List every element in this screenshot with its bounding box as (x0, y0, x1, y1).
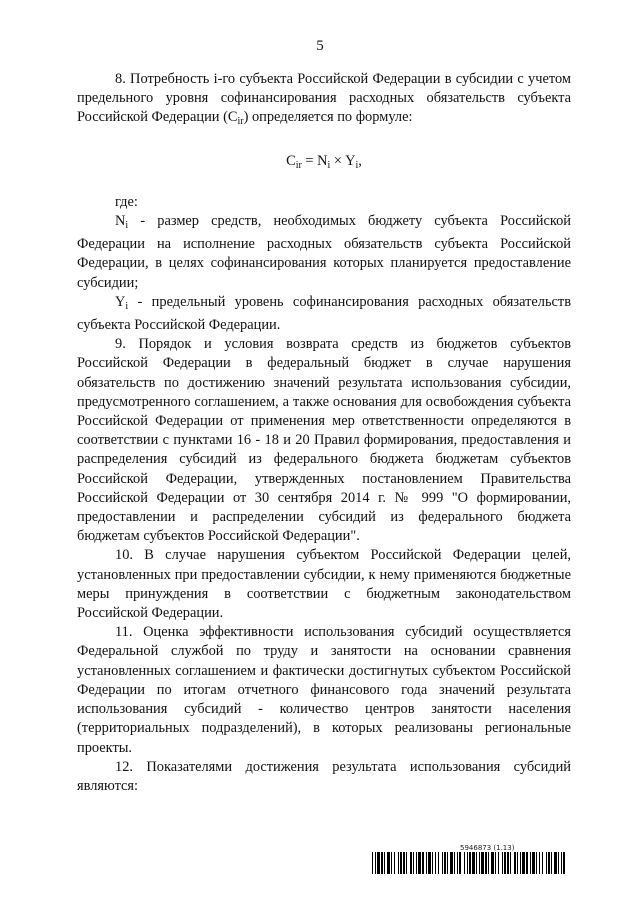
formula-n-sub: i (327, 159, 331, 171)
yi-text: - предельный уровень софинансирования расходных обязательств субъекта Российской Федерации. (77, 293, 571, 334)
paragraph-8-subscript: ir (237, 116, 244, 128)
paragraph-8-end: ) определяется по формуле: (243, 109, 413, 126)
formula-lhs: C (286, 152, 296, 169)
formula-end: , (358, 152, 362, 169)
document-body (77, 70, 571, 796)
page-number: 5 (316, 38, 324, 54)
yi-symbol: Y (115, 293, 126, 310)
formula-eq: = N (301, 152, 328, 169)
barcode-id: 5946873 (1.13) (460, 844, 515, 852)
formula-times: × Y (330, 152, 356, 169)
paragraph-8 (77, 70, 571, 132)
paragraph-8-text: 8. Потребность i-го субъекта Российской Федерации в субсидии с учетом предельного уровня софинансирования расходных обязательств субъекта Российской Федерации (C (77, 71, 571, 126)
ni-definition (77, 212, 571, 293)
yi-subscript: i (125, 300, 129, 312)
barcode-icon (372, 852, 568, 874)
paragraph-12: 12. Показателями достижения результата использования субсидий являются: (77, 758, 571, 794)
formula-lhs-sub: ir (295, 159, 302, 171)
paragraph-9: 9. Порядок и условия возврата средств из бюджетов субъектов Российской Федерации в федеральный бюджет в случае нарушения обязательств по достижению значений результата использования субсидии, предусмотренного соглашением, а также основания для освобождения субъекта Российской Федерации от применения мер ответственности определяются в соответствии с пунктами 16 - 18 и 20 Правил формирования, предоставления и распределения субсидий из федерального бюджета бюджетам субъектов Российской Федерации, утвержденных постановлением Правительства Российской Федерации от 30 сентября 2014 г. № 999 "О формировании, предоставлении и распределении субсидий из федерального бюджета бюджетам субъектов Российской Федерации". (77, 336, 571, 545)
paragraph-10: 10. В случае нарушения субъектом Российской Федерации целей, установленных при предоставлении субсидии, к нему применяются бюджетные меры принуждения в соответствии с бюджетным законодательством Российской Федерации. (77, 547, 571, 622)
yi-definition (77, 293, 571, 335)
ni-text: - размер средств, необходимых бюджету субъекта Российской Федерации на исполнение расходных обязательств субъекта Российской Федерации, в целях софинансирования которых планируется предоставление субсидии; (77, 213, 571, 291)
formula-y-sub: i (355, 159, 359, 171)
ni-symbol: N (115, 213, 126, 230)
formula (77, 152, 571, 175)
where-label: где: (115, 193, 138, 210)
paragraph-11: 11. Оценка эффективности использования субсидий осуществляется Федеральной службой по труду и занятости на основании сравнения установленных соглашением и фактически достигнутых субъектом Российской Федерации по итогам отчетного финансового года значений результата использования субсидий - количество центров занятости населения (территориальных подразделений), в которых реализованы региональные проекты. (77, 624, 571, 756)
ni-subscript: i (125, 220, 129, 232)
